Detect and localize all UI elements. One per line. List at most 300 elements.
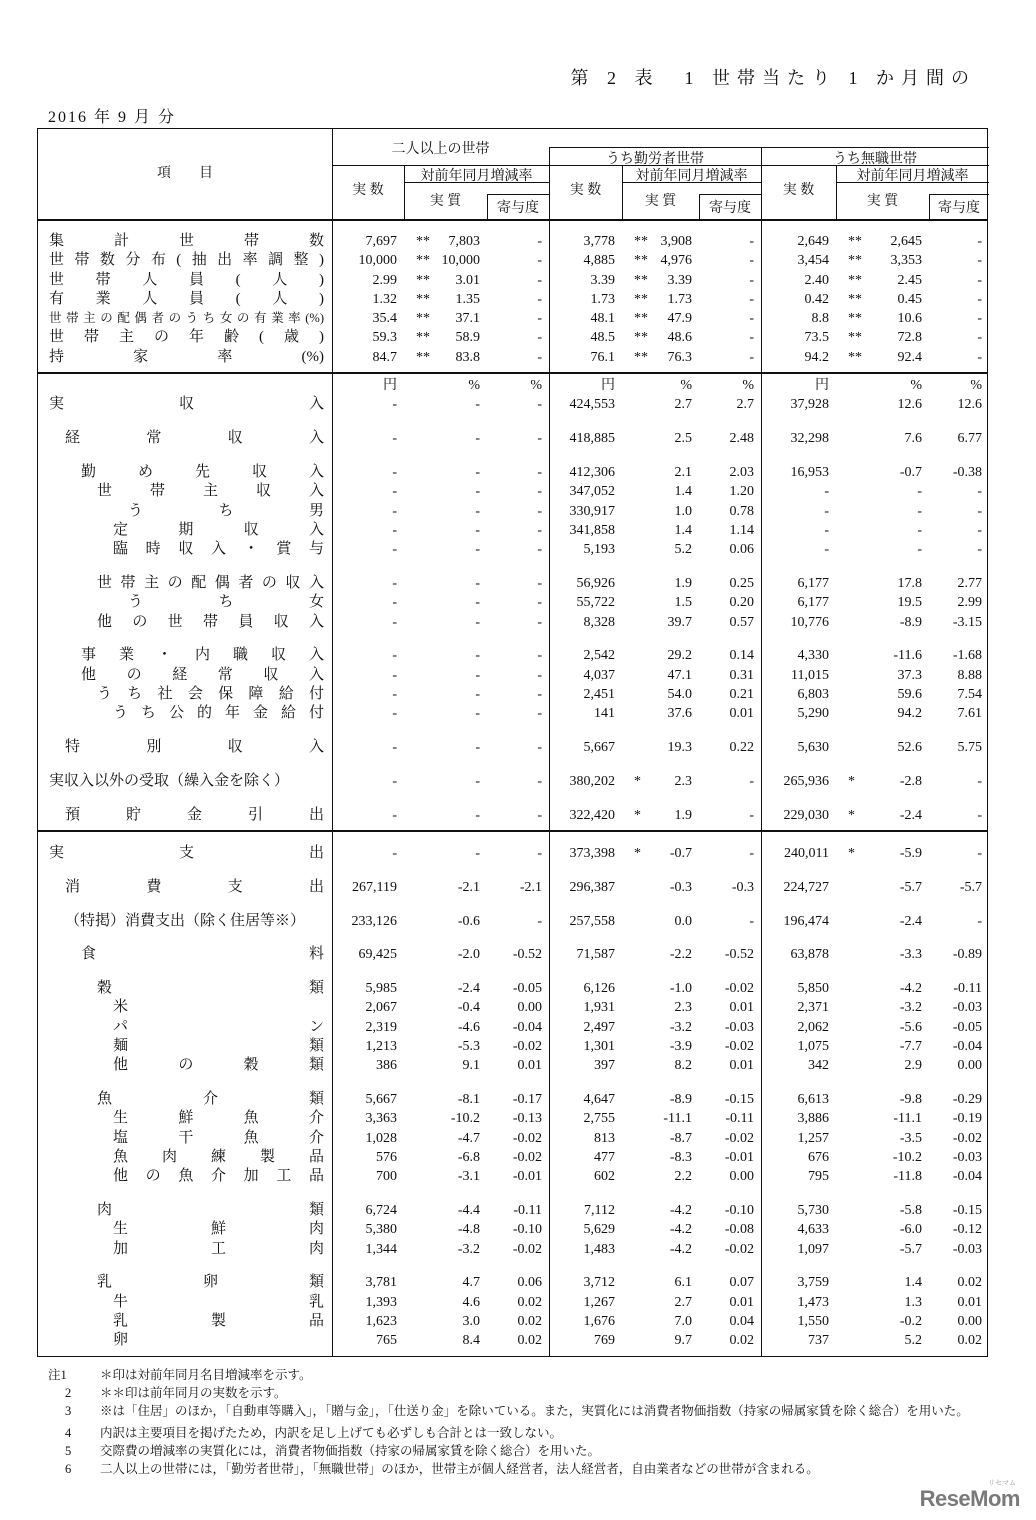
note-number: 2: [65, 1386, 72, 1400]
value-actual: 5,630: [797, 740, 829, 756]
value-actual: 5,667: [365, 1092, 397, 1108]
value-real: 7.6: [904, 431, 922, 447]
value-actual: 84.7: [372, 349, 397, 365]
value-actual: -: [392, 667, 397, 683]
value-actual: 2,067: [365, 1000, 397, 1016]
value-actual: 7,697: [365, 234, 397, 249]
column-divider: [549, 147, 550, 219]
value-actual: 1,931: [583, 1000, 615, 1016]
value-real: 4.7: [462, 1275, 480, 1291]
value-real: 2.9: [904, 1058, 922, 1074]
row-label: 持家率(%): [49, 348, 324, 365]
header-contrib: 寄与度: [938, 201, 980, 216]
value-actual: 322,420: [569, 807, 615, 823]
value-real: -5.7: [899, 1241, 922, 1257]
value-actual: 342: [808, 1058, 829, 1074]
value-contrib: 0.07: [729, 1275, 754, 1291]
value-real: 1.4: [904, 1275, 922, 1291]
note-number: 5: [65, 1444, 72, 1458]
value-actual: 5,985: [365, 981, 397, 997]
header-yoy: 対前年同月増減率: [856, 169, 969, 184]
value-real: 19.3: [667, 740, 692, 756]
value-contrib: -: [537, 595, 542, 611]
header-real: 実 質: [644, 194, 677, 209]
table-row: [38, 1331, 987, 1350]
value-actual: 5,629: [583, 1222, 615, 1238]
asterisk-mark: *: [848, 773, 855, 789]
value-actual: -: [392, 503, 397, 519]
value-contrib: -3.15: [952, 614, 982, 630]
value-actual: 2.99: [372, 272, 397, 288]
asterisk-mark: **: [634, 291, 648, 307]
value-contrib: -0.89: [952, 947, 982, 963]
value-real: -4.2: [899, 981, 922, 997]
value-real: -: [475, 740, 480, 756]
table-section: [38, 832, 987, 1356]
table-title: 第 2 表 1 世帯当たり 1 か月間の: [570, 68, 976, 88]
value-contrib: 0.01: [729, 1058, 754, 1074]
value-contrib: 2.03: [729, 464, 754, 480]
value-contrib: -: [977, 272, 982, 288]
value-contrib: -0.15: [952, 1203, 982, 1219]
value-actual: 386: [376, 1058, 397, 1074]
value-contrib: -: [977, 330, 982, 346]
table-row: [38, 979, 987, 998]
value-actual: 676: [808, 1149, 829, 1165]
value-real: 8.2: [674, 1058, 692, 1074]
value-actual: 2,542: [583, 648, 615, 664]
value-real: [836, 844, 929, 863]
table-row: [38, 463, 987, 482]
value-contrib: 0.06: [517, 1275, 542, 1291]
row-group: [38, 1201, 987, 1259]
value-real: -: [475, 648, 480, 664]
value-number: -2.8: [899, 773, 922, 789]
value-contrib: 0.02: [517, 1314, 542, 1330]
value-real: -11.8: [893, 1169, 922, 1185]
value-actual: 347,052: [569, 484, 615, 500]
value-contrib: -: [749, 253, 754, 269]
value-actual: -: [392, 648, 397, 664]
value-actual: 37,928: [790, 397, 829, 413]
value-real: -0.2: [899, 1314, 922, 1330]
value-actual: 1,550: [797, 1314, 829, 1330]
value-actual: 5,380: [365, 1222, 397, 1238]
value-real: [836, 290, 929, 309]
table-row: [38, 502, 987, 521]
row-label: 塩干魚介: [113, 1129, 324, 1146]
note-item: [48, 1424, 978, 1442]
value-contrib: 0.78: [729, 503, 754, 519]
value-real: -: [475, 845, 480, 861]
note-text: ＊印は対前年同月名目増減率を示す。: [100, 1368, 312, 1382]
note-text: 交際費の増減率の実質化には，消費者物価指数（持家の帰属家賃を除く総合）を用いた。: [100, 1444, 601, 1458]
row-group: [38, 979, 987, 1075]
table-row: [38, 806, 987, 825]
value-real: -10.2: [450, 1111, 480, 1127]
value-real: 2.5: [674, 431, 692, 447]
value-contrib: -: [977, 542, 982, 558]
table-row: [38, 738, 987, 757]
value-real: -8.7: [669, 1130, 692, 1146]
value-actual: 8.8: [811, 311, 829, 327]
value-real: 5.2: [904, 1333, 922, 1349]
value-real: 39.7: [667, 614, 692, 630]
table-row: [38, 328, 987, 347]
value-real: 4.6: [462, 1294, 480, 1310]
value-real: 0.0: [674, 913, 692, 929]
row-label: 魚介類: [97, 1091, 324, 1108]
value-contrib: 0.57: [729, 614, 754, 630]
table-row: [38, 685, 987, 704]
value-actual: 3,454: [797, 253, 829, 269]
value-contrib: -0.38: [952, 464, 982, 480]
header-item: 項 目: [157, 166, 213, 181]
value-contrib: 0.01: [957, 1294, 982, 1310]
row-label: 世帯主収入: [97, 483, 324, 500]
value-real: [622, 844, 699, 863]
value-actual: 373,398: [569, 845, 615, 861]
row-label: 経常収入: [65, 430, 324, 447]
value-real: 8.4: [462, 1333, 480, 1349]
row-group: [38, 878, 987, 897]
value-contrib: 2.99: [957, 595, 982, 611]
value-real: -4.4: [457, 1203, 480, 1219]
value-actual: 424,553: [569, 397, 615, 413]
value-contrib: -0.13: [512, 1111, 542, 1127]
value-actual: 48.1: [590, 311, 615, 327]
table-row: [38, 1312, 987, 1331]
value-real: -2.2: [669, 947, 692, 963]
value-actual: 700: [376, 1169, 397, 1185]
value-contrib: -0.10: [724, 1203, 754, 1219]
value-actual: 1,623: [365, 1314, 397, 1330]
value-number: 58.9: [455, 330, 480, 346]
value-actual: 418,885: [569, 431, 615, 447]
table-row: [38, 540, 987, 559]
value-actual: 737: [808, 1333, 829, 1349]
value-actual: 296,387: [569, 879, 615, 895]
value-contrib: 0.25: [729, 575, 754, 591]
row-label: 魚肉練製品: [113, 1148, 324, 1165]
value-contrib: -0.02: [512, 1039, 542, 1054]
value-real: -: [475, 667, 480, 683]
value-real: -: [475, 595, 480, 611]
value-real: [622, 271, 699, 290]
household-budget-table: [37, 128, 988, 1357]
value-contrib: -: [537, 484, 542, 500]
table-row: [38, 1240, 987, 1259]
value-actual: -: [824, 503, 829, 519]
value-contrib: 8.88: [957, 667, 982, 683]
note-item: [48, 1384, 978, 1402]
value-contrib: -0.12: [952, 1222, 982, 1238]
header-contrib: 寄与度: [497, 201, 539, 216]
header-yoy: 対前年同月増減率: [635, 169, 748, 184]
value-real: 2.1: [674, 464, 692, 480]
value-actual: 1,097: [797, 1241, 829, 1257]
value-contrib: -: [977, 253, 982, 269]
value-actual: 341,858: [569, 522, 615, 538]
value-real: -3.3: [899, 947, 922, 963]
value-real: 94.2: [897, 706, 922, 722]
value-contrib: -0.03: [952, 1149, 982, 1165]
value-real: [836, 271, 929, 290]
value-actual: 4,885: [583, 253, 615, 269]
table-row: [38, 1056, 987, 1075]
value-contrib: -0.10: [512, 1222, 542, 1238]
note-item: [48, 1402, 978, 1420]
value-actual: -: [824, 484, 829, 500]
value-real: 3.0: [462, 1314, 480, 1330]
value-contrib: -0.02: [512, 1130, 542, 1146]
value-actual: 330,917: [569, 503, 615, 519]
value-actual: 2,451: [583, 686, 615, 702]
row-label: 他の世帯員収入: [97, 613, 324, 630]
value-real: 17.8: [897, 575, 922, 591]
value-contrib: 12.6: [957, 397, 982, 413]
table-row: [38, 521, 987, 540]
value-contrib: -: [537, 330, 542, 346]
row-label: 穀類: [97, 980, 324, 997]
value-real: [622, 232, 699, 251]
value-real: -4.2: [669, 1241, 692, 1257]
value-real: 6.1: [674, 1275, 692, 1291]
notes: [48, 1366, 978, 1478]
value-real: 1.9: [674, 575, 692, 591]
row-label: 生鮮魚介: [113, 1110, 324, 1127]
header-group-workers: うち勤労者世帯: [606, 152, 704, 167]
value-number: 37.1: [455, 311, 480, 327]
value-contrib: -: [749, 913, 754, 929]
row-label: パン: [113, 1018, 324, 1035]
value-actual: 76.1: [590, 349, 615, 365]
value-actual: 412,306: [569, 464, 615, 480]
value-number: -2.4: [899, 807, 922, 823]
note-item: [48, 1460, 978, 1478]
row-group: [38, 772, 987, 791]
value-real: 1.4: [674, 522, 692, 538]
value-actual: 1,267: [583, 1294, 615, 1310]
unit-actual: 円: [601, 378, 615, 394]
value-real: -10.2: [892, 1149, 922, 1165]
value-contrib: -0.3: [731, 879, 754, 895]
header-actual: 実 数: [569, 183, 602, 198]
row-label: 卵: [113, 1332, 129, 1349]
value-actual: 1,473: [797, 1294, 829, 1310]
value-real: 52.6: [897, 740, 922, 756]
value-real: -: [475, 397, 480, 413]
table-section: [38, 221, 987, 374]
row-label: 他の魚介加工品: [113, 1168, 324, 1185]
value-contrib: -: [749, 773, 754, 789]
asterisk-mark: **: [634, 234, 648, 249]
value-actual: 0.42: [804, 291, 829, 307]
value-real: -4.7: [457, 1130, 480, 1146]
value-contrib: -0.52: [512, 947, 542, 963]
value-real: 59.6: [897, 686, 922, 702]
value-real: -: [475, 542, 480, 558]
value-real: -5.6: [899, 1019, 922, 1035]
value-real: 1.3: [904, 1294, 922, 1310]
row-group: [38, 1090, 987, 1186]
asterisk-mark: **: [634, 330, 648, 346]
value-actual: 69,425: [358, 947, 397, 963]
table-row: [38, 1090, 987, 1109]
value-number: 72.8: [897, 330, 922, 346]
row-label: 特別収入: [65, 739, 324, 756]
asterisk-mark: **: [416, 349, 430, 365]
value-real: 2.7: [674, 397, 692, 413]
note-text: ※は「住居」のほか，「自動車等購入」，「贈与金」，「仕送り金」を除いている。また，実質化には消費者物価指数（持家の帰属家賃を除く総合）を用いた。: [100, 1404, 969, 1418]
value-contrib: -: [977, 807, 982, 823]
value-real: -: [475, 614, 480, 630]
value-actual: 59.3: [372, 330, 397, 346]
value-contrib: -0.19: [952, 1111, 982, 1127]
value-contrib: -0.03: [952, 1000, 982, 1016]
value-real: -: [475, 686, 480, 702]
table-row: [38, 1129, 987, 1148]
row-group: [38, 574, 987, 632]
value-contrib: 0.06: [729, 542, 754, 558]
row-group: [38, 429, 987, 448]
value-contrib: -: [977, 522, 982, 538]
value-actual: 602: [594, 1169, 615, 1185]
value-actual: 2,649: [797, 234, 829, 249]
value-actual: 3,759: [797, 1275, 829, 1291]
value-number: 1.35: [455, 291, 480, 307]
header-yoy: 対前年同月増減率: [420, 169, 533, 184]
value-contrib: -0.02: [724, 1130, 754, 1146]
value-real: [622, 309, 699, 328]
value-contrib: -0.11: [513, 1203, 542, 1219]
value-actual: 7,112: [584, 1203, 615, 1219]
value-real: [622, 806, 699, 825]
value-actual: 56,926: [576, 575, 615, 591]
value-real: -: [475, 522, 480, 538]
value-contrib: -: [749, 845, 754, 861]
value-contrib: -: [537, 845, 542, 861]
value-contrib: -: [537, 648, 542, 664]
row-label: 消費支出: [65, 878, 324, 895]
value-real: 1.5: [674, 595, 692, 611]
header-group-unemployed: うち無職世帯: [833, 152, 917, 167]
table-row: [38, 772, 987, 791]
value-contrib: -0.08: [724, 1222, 754, 1238]
value-actual: 5,667: [583, 740, 615, 756]
row-label: 世帯主の配偶者の収入: [97, 574, 324, 591]
table-row: [38, 348, 987, 367]
asterisk-mark: **: [634, 253, 648, 269]
table-row: [38, 309, 987, 328]
row-label: 乳製品: [113, 1313, 324, 1330]
asterisk-mark: *: [634, 773, 641, 789]
value-number: -5.9: [899, 845, 922, 861]
value-real: 2.7: [674, 1294, 692, 1310]
note-text: 内訳は主要項目を掲げたため，内訳を足し上げても必ずしも合計とは一致しない。: [100, 1426, 563, 1440]
table-row: [38, 290, 987, 309]
note-text: 二人以上の世帯には，「勤労者世帯」，「無職世帯」のほか，世帯主が個人経営者，法人経営者，自由業者などの世帯が含まれる。: [100, 1462, 819, 1476]
value-real: -3.5: [899, 1130, 922, 1146]
row-group: [38, 806, 987, 825]
value-number: 83.8: [455, 349, 480, 365]
value-actual: -: [392, 431, 397, 447]
value-real: -3.2: [457, 1241, 480, 1257]
value-contrib: -0.29: [952, 1092, 982, 1108]
column-divider: [332, 219, 333, 1356]
row-group: [38, 463, 987, 559]
value-real: -: [475, 503, 480, 519]
value-number: 2.45: [897, 272, 922, 288]
value-actual: 1.32: [372, 291, 397, 307]
value-actual: 257,558: [569, 913, 615, 929]
value-number: 3,908: [660, 234, 692, 249]
value-real: [836, 251, 929, 270]
value-contrib: -: [749, 291, 754, 307]
row-label: 麺類: [113, 1038, 324, 1054]
asterisk-mark: **: [848, 349, 862, 365]
row-label: 世帯数分布(抽出率調整): [49, 252, 324, 269]
header-contrib: 寄与度: [709, 201, 751, 216]
row-label: 牛乳: [113, 1293, 324, 1310]
row-group: [38, 376, 987, 415]
note-number: 3: [65, 1404, 72, 1418]
value-real: -5.8: [899, 1203, 922, 1219]
value-contrib: -: [749, 349, 754, 365]
value-number: 1.73: [667, 291, 692, 307]
value-real: [836, 348, 929, 367]
table-row: [38, 998, 987, 1017]
value-contrib: 0.00: [957, 1314, 982, 1330]
header-group-two-plus: 二人以上の世帯: [391, 142, 490, 157]
table-row: [38, 912, 987, 931]
value-contrib: -: [537, 542, 542, 558]
value-contrib: -: [749, 807, 754, 823]
value-real: [622, 251, 699, 270]
row-label: 預貯金引出: [65, 806, 324, 823]
value-contrib: -: [977, 291, 982, 307]
row-label: うち女: [128, 594, 324, 611]
value-contrib: -0.11: [725, 1111, 754, 1127]
row-label: 世帯主の配偶者のうち女の有業率(%): [49, 311, 324, 326]
resemom-logo: ReseMom: [919, 1486, 1020, 1511]
value-real: 37.3: [897, 667, 922, 683]
row-group: [38, 912, 987, 931]
header-line: [699, 194, 761, 195]
table-row: [38, 593, 987, 612]
value-contrib: 0.02: [517, 1333, 542, 1349]
value-real: -5.7: [899, 879, 922, 895]
value-actual: -: [392, 807, 397, 823]
value-actual: 813: [594, 1130, 615, 1146]
value-actual: -: [392, 686, 397, 702]
table-row: [38, 1109, 987, 1128]
value-actual: 477: [594, 1149, 615, 1165]
note-number: 4: [65, 1426, 72, 1440]
value-number: 3,353: [890, 253, 922, 269]
value-actual: 2,319: [365, 1019, 397, 1035]
value-number: 47.9: [667, 311, 692, 327]
asterisk-mark: **: [848, 291, 862, 307]
unit-real: %: [910, 378, 922, 394]
value-contrib: 0.22: [729, 740, 754, 756]
value-contrib: -: [749, 311, 754, 327]
value-real: [836, 309, 929, 328]
value-contrib: 0.01: [729, 706, 754, 722]
value-actual: 2,371: [797, 1000, 829, 1016]
value-real: -: [917, 484, 922, 500]
value-real: [404, 290, 487, 309]
